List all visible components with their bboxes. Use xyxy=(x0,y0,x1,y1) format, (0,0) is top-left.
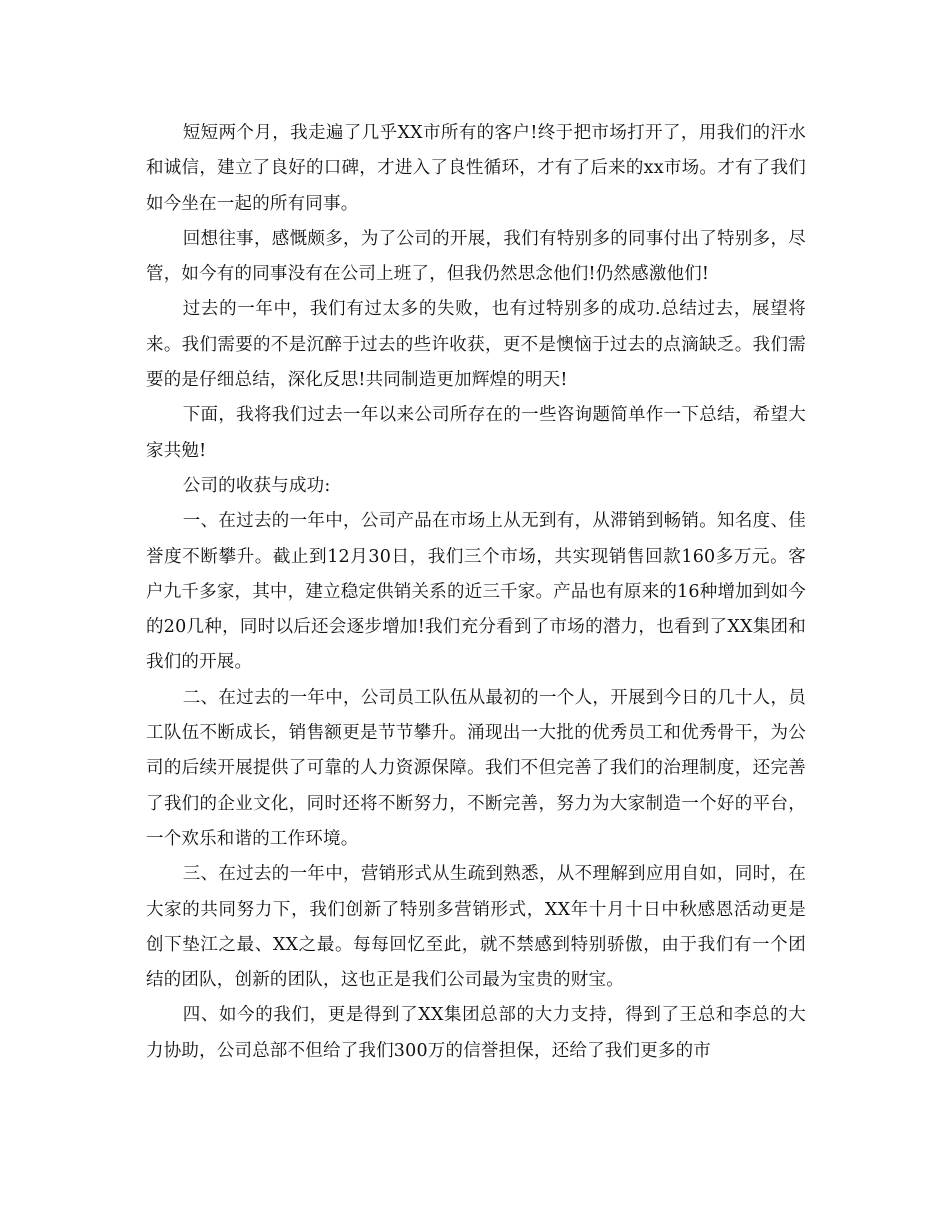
paragraph-point-one: 一、在过去的一年中，公司产品在市场上从无到有，从滞销到畅销。知名度、佳誉度不断攀升。截止到12月30日，我们三个市场，共实现销售回款160多万元。客户九千多家，其中，建立稳定供销关系的近三千家。产品也有原来的16种增加到如今的20几种，同时以后还会逐步增加!我们充分看到了市场的潜力，也看到了XX集团和我们的开展。 xyxy=(146,511,806,673)
paragraph-point-two: 二、在过去的一年中，公司员工队伍从最初的一个人，开展到今日的几十人，员工队伍不断成长，销售额更是节节攀升。涌现出一大批的优秀员工和优秀骨干，为公司的后续开展提供了可靠的人力资源保障。我们不但完善了我们的治理制度，还完善了我们的企业文化，同时还将不断努力，不断完善，努力为大家制造一个好的平台，一个欢乐和谐的工作环境。 xyxy=(146,687,806,849)
section-heading-gains-and-success: 公司的收获与成功: xyxy=(182,475,331,496)
paragraph-point-three: 三、在过去的一年中，营销形式从生疏到熟悉，从不理解到应用自如，同时，在大家的共同努力下，我们创新了特别多营销形式，XX年十月十日中秋感恩活动更是创下垫江之最、XX之最。每每回忆至此，就不禁感到特别骄傲，由于我们有一个团结的团队，创新的团队，这也正是我们公司最为宝贵的财宝。 xyxy=(146,864,806,991)
document-body xyxy=(146,116,806,1069)
paragraph-recalling-past: 回想往事，感慨颇多，为了公司的开展，我们有特别多的同事付出了特别多，尽管，如今有的同事没有在公司上班了，但我仍然思念他们!仍然感激他们! xyxy=(146,228,806,285)
paragraph-visiting-clients: 短短两个月，我走遍了几乎XX市所有的客户!终于把市场打开了，用我们的汗水和诚信，建立了良好的口碑，才进入了良性循环，才有了后来的xx市场。才有了我们如今坐在一起的所有同事。 xyxy=(146,123,806,214)
paragraph-point-four: 四、如今的我们，更是得到了XX集团总部的大力支持，得到了王总和李总的大力协助，公司总部不但给了我们300万的信誉担保，还给了我们更多的市 xyxy=(146,1005,806,1061)
paragraph-past-year-reflection: 过去的一年中，我们有过太多的失败，也有过特别多的成功.总结过去，展望将来。我们需要的不是沉醉于过去的些许收获，更不是懊恼于过去的点滴缺乏。我们需要的是仔细总结，深化反思!共同制造更加辉煌的明天! xyxy=(146,299,806,391)
paragraph-summary-intro: 下面，我将我们过去一年以来公司所存在的一些咨询题简单作一下总结，希望大家共勉! xyxy=(146,405,806,461)
